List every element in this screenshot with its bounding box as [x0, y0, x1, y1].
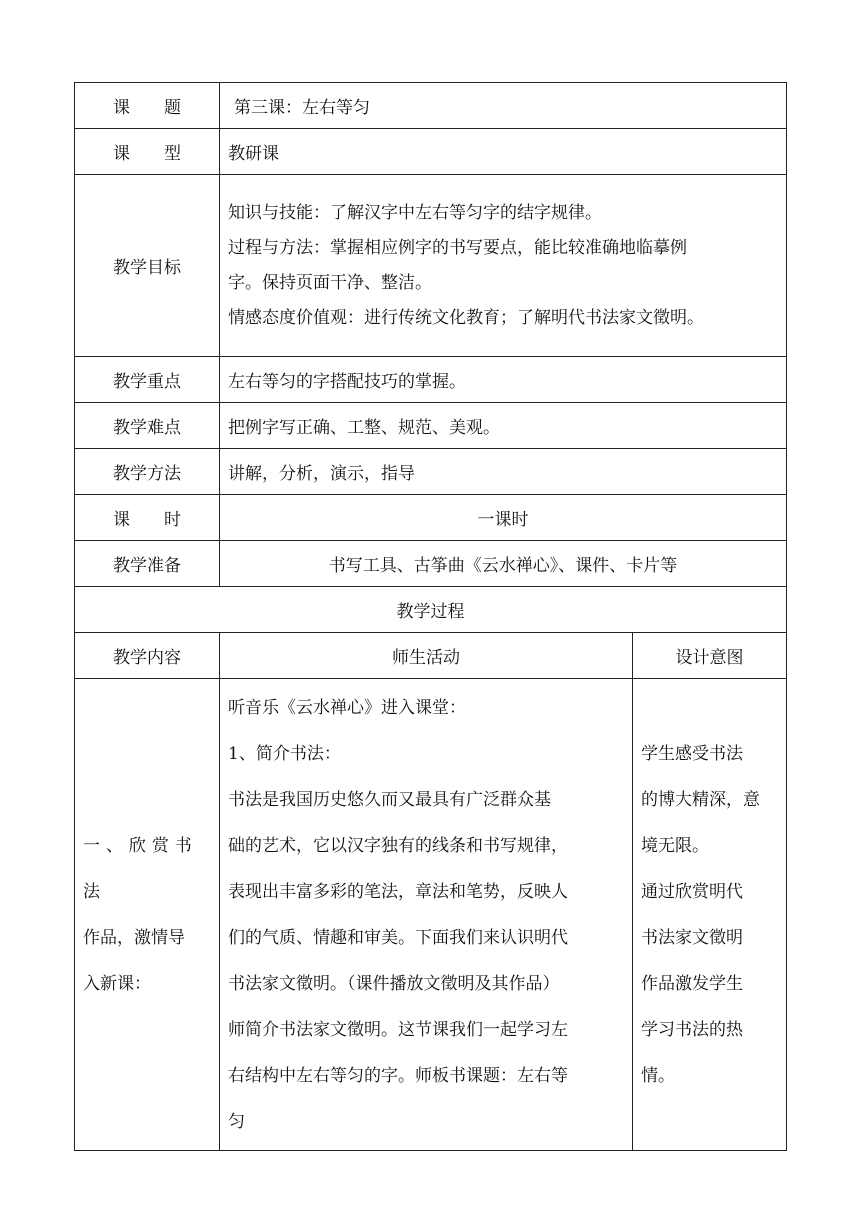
row-topic — [75, 83, 787, 129]
row-goals — [75, 175, 787, 357]
row-difficulty — [75, 403, 787, 449]
intent-line: 通过欣赏明代 — [641, 881, 743, 902]
prep-value: 书写工具、古筝曲《云水禅心》、课件、卡片等 — [220, 541, 787, 587]
focus-value: 左右等匀的字搭配技巧的掌握。 — [220, 357, 787, 403]
row-method — [75, 449, 787, 495]
activity-line: 匀 — [228, 1111, 245, 1132]
goal-line: 情感态度价值观：进行传统文化教育；了解明代书法家文徵明。 — [228, 307, 704, 328]
goal-line: 过程与方法：掌握相应例字的书写要点，能比较准确地临摹例 — [228, 237, 687, 258]
activity-line: 表现出丰富多彩的笔法，章法和笔势，反映人 — [228, 881, 568, 902]
intent-line: 学生感受书法 — [641, 743, 743, 764]
intent-line: 境无限。 — [641, 835, 709, 856]
intent-line: 学习书法的热 — [641, 1019, 743, 1040]
intent-line: 书法家文徵明 — [641, 927, 743, 948]
header-content: 教学内容 — [75, 633, 220, 679]
activity-cell — [220, 679, 633, 1151]
process-title: 教学过程 — [75, 587, 787, 633]
content-line: 一、欣赏书法 — [83, 835, 198, 902]
row-process-headers — [75, 633, 787, 679]
type-label: 课 型 — [75, 129, 220, 175]
difficulty-label: 教学难点 — [75, 403, 220, 449]
goal-line: 字。保持页面干净、整洁。 — [228, 272, 432, 293]
focus-label: 教学重点 — [75, 357, 220, 403]
header-activity: 师生活动 — [220, 633, 633, 679]
activity-line: 师简介书法家文徵明。这节课我们一起学习左 — [228, 1019, 568, 1040]
time-value: 一课时 — [220, 495, 787, 541]
intent-cell — [633, 679, 787, 1151]
row-focus — [75, 357, 787, 403]
intent-line: 情。 — [641, 1065, 675, 1086]
content-line: 作品，激情导 — [83, 927, 185, 948]
method-value: 讲解，分析，演示，指导 — [220, 449, 787, 495]
activity-line: 础的艺术，它以汉字独有的线条和书写规律， — [228, 835, 568, 856]
difficulty-value: 把例字写正确、工整、规范、美观。 — [220, 403, 787, 449]
activity-line: 右结构中左右等匀的字。师板书课题：左右等 — [228, 1065, 568, 1086]
header-intent: 设计意图 — [633, 633, 787, 679]
activity-line: 们的气质、情趣和审美。下面我们来认识明代 — [228, 927, 568, 948]
intent-line: 的博大精深，意 — [641, 789, 760, 810]
row-process-title — [75, 587, 787, 633]
type-value: 教研课 — [220, 129, 787, 175]
row-process-section-1 — [75, 679, 787, 1151]
content-line: 入新课： — [83, 973, 151, 994]
prep-label: 教学准备 — [75, 541, 220, 587]
topic-value: 第三课：左右等匀 — [220, 83, 787, 129]
time-label: 课 时 — [75, 495, 220, 541]
lesson-plan-table — [74, 82, 787, 1151]
goals-label: 教学目标 — [75, 175, 220, 357]
activity-line: 听音乐《云水禅心》进入课堂： — [228, 697, 466, 718]
row-time — [75, 495, 787, 541]
topic-label: 课 题 — [75, 83, 220, 129]
content-cell — [75, 679, 220, 1151]
intent-line: 作品激发学生 — [641, 973, 743, 994]
activity-line: 书法是我国历史悠久而又最具有广泛群众基 — [228, 789, 551, 810]
method-label: 教学方法 — [75, 449, 220, 495]
activity-line: 1、简介书法： — [228, 743, 341, 764]
goals-value — [220, 175, 787, 357]
row-prep — [75, 541, 787, 587]
activity-line: 书法家文徵明。（课件播放文徵明及其作品） — [228, 973, 560, 994]
row-type — [75, 129, 787, 175]
goal-line: 知识与技能：了解汉字中左右等匀字的结字规律。 — [228, 202, 602, 223]
